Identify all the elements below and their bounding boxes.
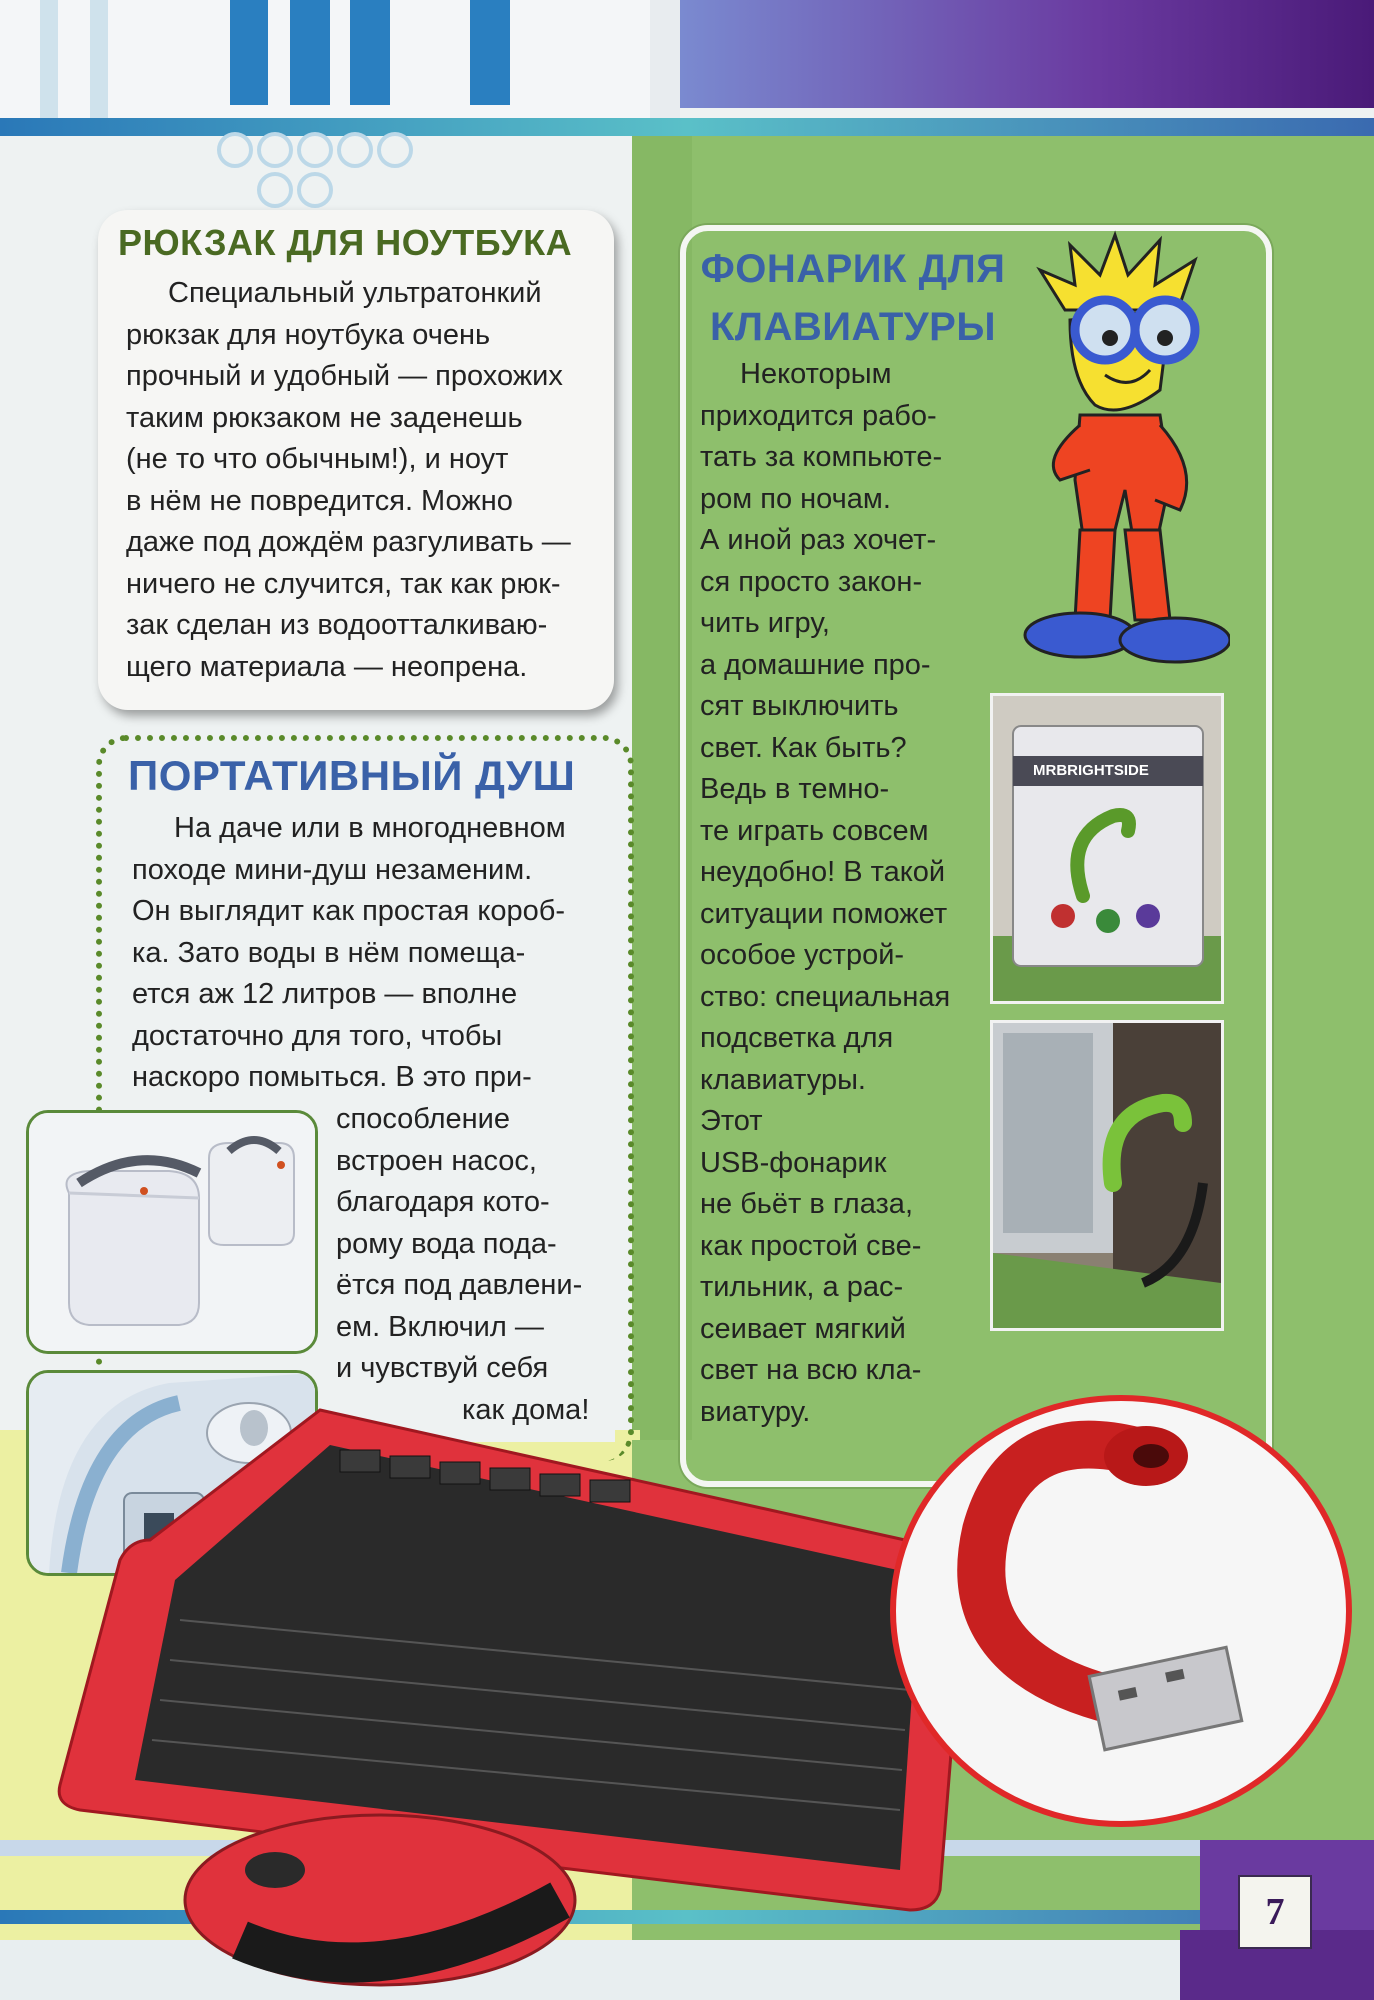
backpack-text: Специальный ультратонкий рюкзак для ноутбука очень прочный и удобный — прохожих таким рюкзаком не заденешь (не то что обычным!), и ноут в нём не повредится. Можно даже под дождём разгуливать — ничего не случится, так как рюк- зак сделан из водоотталкиваю- щего материала — неопрена. — [126, 277, 571, 683]
mouse-illustration — [180, 1790, 600, 2000]
page-number-box — [1238, 1875, 1312, 1949]
backpack-title: РЮКЗАК ДЛЯ НОУТБУКА — [118, 222, 573, 263]
laptop-lamp-photo — [990, 1020, 1224, 1331]
cartoon-boy-illustration — [1010, 230, 1230, 670]
lamp-title: ФОНАРИК ДЛЯ КЛАВИАТУРЫ — [700, 247, 1006, 349]
shower-text-top: На даче или в многодневном походе мини-душ незаменим. Он выглядит как простая короб- ка. Зато воды в нём помеща- ется аж 12 литров — вполне достаточно для того, чтобы наскоро помыться. В это при- — [132, 812, 566, 1093]
lamp-text: Некоторым приходится рабо- тать за компьюте- ром по ночам. А иной раз хочет- ся просто закон- чить игру, а домашние про- сят выключить свет. Как быть? Ведь в темно- те играть совсем неудобно! В такой ситуации поможет особое устрой- ство: специальная подсветка для клавиатуры. Этот USB-фонарик не бьёт в глаза, как простой све- тильник, а рас- сеивает мягкий свет на всю кла- виатуру. — [700, 358, 951, 1428]
shower-text-bottom: способление встроен насос, благодаря кото- рому вода пода- ётся под давлени- ем. Включил — и чувствуй себя — [336, 1103, 583, 1384]
shower-text-end: как дома! — [462, 1394, 590, 1426]
shower-title: ПОРТАТИВНЫЙ ДУШ — [128, 752, 576, 799]
lamp-package-brand: MRBRIGHTSIDE — [1033, 762, 1149, 779]
lamp-package-photo — [990, 693, 1224, 1004]
page-number: 7 — [1265, 1891, 1285, 1933]
shower-image-1 — [26, 1110, 318, 1354]
usb-lamp-zoom-circle — [890, 1395, 1352, 1827]
